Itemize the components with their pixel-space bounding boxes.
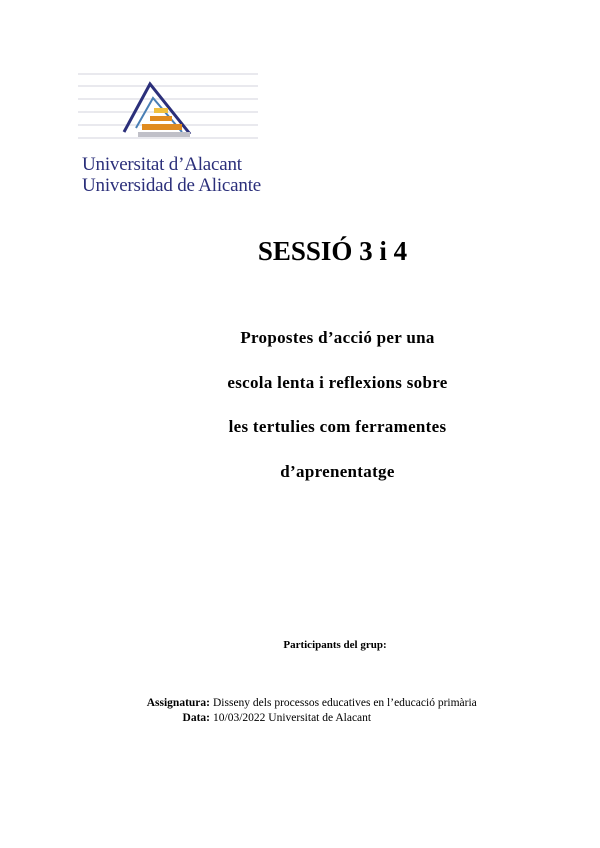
- date-row: [0, 712, 600, 727]
- subtitle-line: Propostes d’acció per una: [240, 328, 435, 347]
- document-title: SESSIÓ 3 i 4: [257, 236, 408, 266]
- subtitle-line: d’aprenentatge: [280, 461, 395, 481]
- assignatura-value: Disseny dels processos educatives en l’educació primària: [213, 697, 477, 709]
- document-subtitle: [0, 326, 600, 504]
- university-logo: [78, 68, 268, 198]
- subtitle-line: escola lenta i reflexions sobre: [227, 372, 448, 392]
- participants-label: Participants del grup:: [283, 639, 387, 651]
- logo-text-valencian: Universitat d’Alacant: [82, 154, 242, 175]
- logo-text-spanish: Universidad de Alicante: [82, 175, 262, 196]
- university-emblem-icon: [78, 68, 268, 153]
- subtitle-line: les tertulies com ferramentes: [228, 417, 447, 436]
- assignatura-row: [0, 697, 600, 712]
- date-label: Data:: [182, 712, 210, 724]
- date-value: 10/03/2022 Universitat de Alacant: [213, 712, 372, 724]
- assignatura-label: Assignatura:: [146, 697, 210, 709]
- document-meta: [0, 697, 600, 727]
